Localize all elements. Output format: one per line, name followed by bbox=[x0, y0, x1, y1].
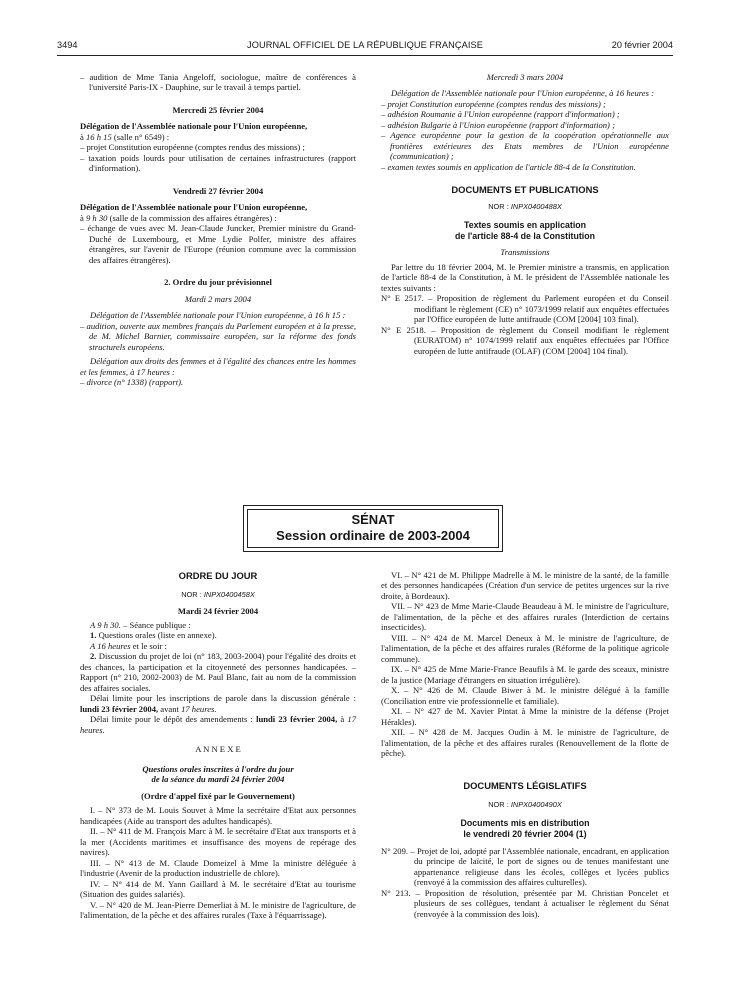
oral-question: VIII. – N° 424 de M. Marcel Deneux à M. le ministre de l'agriculture, de l'alimentation, de la pêche et des affaires rurales (Réforme de la politique agricole commune). bbox=[381, 632, 669, 664]
subsection-heading: de l'article 88-4 de la Constitution bbox=[455, 230, 595, 241]
intro-paragraph: Par lettre du 18 février 2004, M. le Premier ministre a transmis, en application de l'article 88-4 de la Constitution, à M. le président de l'Assemblée nationale les textes suivants : bbox=[381, 261, 669, 293]
deadline-line: Délai limite pour le dépôt des amendements : lundi 23 février 2004, à 17 heures. bbox=[80, 714, 356, 735]
delegation-line: Délégation de l'Assemblée nationale pour l'Union européenne, à 16 heures : bbox=[391, 88, 654, 99]
questions-heading: de la séance du mardi 24 février 2004 bbox=[151, 774, 285, 785]
oral-question: XI. – N° 427 de M. Xavier Pintat à Mme la ministre de la défense (Projet Hérakles). bbox=[381, 706, 669, 727]
an-right-column bbox=[381, 72, 669, 356]
senat-session: Session ordinaire de 2003-2004 bbox=[276, 527, 470, 543]
document-entry: N° E 2518. – Proposition de règlement du Conseil modifiant le règlement (EURATOM) n° 1074/1999 relatif aux enquêtes effectuées par l'Office européen de lutte antifraude (OLAF) (COM [2004] 104 final). bbox=[381, 324, 669, 356]
document-entry: N° E 2517. – Proposition de règlement du Parlement européen et du Conseil modifiant le règlement (CE) n° 1073/1999 relatif aux enquêtes effectuées par l'Office européen de lutte antifraude (COM [2004] 103 final). bbox=[381, 293, 669, 325]
annexe-heading: A N N E X E bbox=[195, 744, 241, 755]
audition-item: – audition de Mme Tania Angeloff, sociologue, maître de conférences à l'université Paris-IX - Dauphine, sur le travail à temps partiel. bbox=[80, 72, 356, 93]
list-item: – projet Constitution européenne (comptes rendus des missions) ; bbox=[381, 98, 606, 109]
header-rule bbox=[57, 55, 673, 56]
oral-question: XII. – N° 428 de M. Jacques Oudin à M. le ministre de l'agriculture, de l'alimentation, de la pêche et des affaires rurales (Renouvellement de la flotte de pêche). bbox=[381, 727, 669, 759]
nor-reference: NOR : INPX0400458X bbox=[181, 590, 255, 600]
page-number: 3494 bbox=[57, 40, 78, 50]
oral-question: II. – N° 411 de M. François Marc à M. le secrétaire d'Etat aux transports et à la mer (Accidents maritimes et insuffisance des moyens de repérage des navires). bbox=[80, 826, 356, 858]
journal-title: JOURNAL OFFICIEL DE LA RÉPUBLIQUE FRANÇAISE bbox=[247, 40, 483, 50]
oral-question: VI. – N° 421 de M. Philippe Madrelle à M. le ministre de la santé, de la famille et des personnes handicapées (Création d'un service de petites urgences sur la rive droite, à Bordeaux). bbox=[381, 570, 669, 601]
senat-left-column bbox=[80, 570, 356, 921]
section-title: 2. Ordre du jour prévisionnel bbox=[164, 277, 272, 288]
section-heading: ORDRE DU JOUR bbox=[178, 570, 258, 581]
oral-question: IX. – N° 425 de Mme Marie-France Beaufils à M. le garde des sceaux, ministre de la justice (Mariage d'étrangers en situation irrégulière). bbox=[381, 664, 669, 685]
agenda-line: A 9 h 30. – Séance publique : bbox=[90, 619, 191, 630]
subsection-heading: le vendredi 20 février 2004 (1) bbox=[463, 828, 587, 839]
issue-date: 20 février 2004 bbox=[611, 40, 673, 50]
senat-title-box bbox=[243, 505, 503, 552]
section-heading: DOCUMENTS LÉGISLATIFS bbox=[463, 779, 587, 791]
document-entry: N° 213. – Proposition de résolution, présentée par M. Christian Poncelet et plusieurs de ses collègues, tendant à actualiser le règlement du Sénat (renvoyée à la commission des lois). bbox=[381, 887, 669, 919]
list-item: – Agence européenne pour la gestion de la coopération opérationnelle aux frontières extérieures des Etats membres de l'Union européenne (communication) ; bbox=[381, 130, 669, 162]
list-item: – adhésion Roumanie à l'Union européenne (rapport d'information) ; bbox=[381, 109, 620, 120]
questions-heading: Questions orales inscrites à l'ordre du jour bbox=[142, 763, 294, 774]
delegation-line: Délégation de l'Assemblée nationale pour l'Union européenne, à 16 h 15 : bbox=[90, 310, 346, 321]
subsection-heading: Documents mis en distribution bbox=[460, 818, 590, 829]
section-heading: DOCUMENTS ET PUBLICATIONS bbox=[451, 184, 599, 196]
list-item: – examen textes soumis en application de l'article 88-4 de la Constitution. bbox=[381, 161, 636, 172]
deadline-line: Délai limite pour les inscriptions de parole dans la discussion générale : lundi 23 février 2004, avant 17 heures. bbox=[80, 693, 356, 714]
oral-question: III. – N° 413 de M. Claude Domeizel à Mme la ministre déléguée à l'industrie (Avenir de la production industrielle de chlore). bbox=[80, 857, 356, 879]
an-left-column bbox=[80, 72, 356, 388]
oral-question: V. – N° 420 de M. Jean-Pierre Demerliat à M. le ministre de l'agriculture, de l'alimentation, de la pêche et des affaires rurales (Taxe à l'équarrissage). bbox=[80, 899, 356, 921]
call-order: (Ordre d'appel fixé par le Gouvernement) bbox=[141, 790, 295, 801]
agenda-line: A 16 heures et le soir : bbox=[90, 640, 167, 651]
list-item: – taxation poids lourds pour utilisation de certaines infrastructures (rapport d'information). bbox=[80, 152, 356, 174]
delegation-line: Délégation aux droits des femmes et à l'égalité des chances entre les hommes et les femmes, à 17 heures : bbox=[80, 356, 356, 377]
list-item: – projet Constitution européenne (comptes rendus des missions) ; bbox=[80, 142, 305, 153]
session-date: Mardi 24 février 2004 bbox=[177, 605, 259, 616]
agenda-line: 1. Questions orales (liste en annexe). bbox=[90, 630, 217, 641]
day-title: Mercredi 25 février 2004 bbox=[172, 104, 264, 115]
section-date: Mercredi 3 mars 2004 bbox=[486, 72, 564, 82]
subsection-heading: Textes soumis en application bbox=[463, 219, 587, 230]
oral-question: IV. – N° 414 de M. Yann Gaillard à M. le secrétaire d'Etat au tourisme (Situation des guides salariés). bbox=[80, 878, 356, 900]
transmissions-label: Transmissions bbox=[500, 247, 550, 258]
list-item: – audition, ouverte aux membres français du Parlement européen et à la presse, de M. Michel Barnier, commissaire européen, sur la réforme des fonds structurels européens. bbox=[80, 320, 356, 352]
oral-question: I. – N° 373 de M. Louis Souvet à Mme la secrétaire d'Etat aux personnes handicapées (Aide au transport des adultes handicapés). bbox=[80, 805, 356, 826]
section-date: Mardi 2 mars 2004 bbox=[184, 293, 252, 304]
delegation-line: Délégation de l'Assemblée nationale pour l'Union européenne, à 9 h 30 (salle de la commission des affaires étrangères) : bbox=[80, 202, 308, 223]
delegation-line: Délégation de l'Assemblée nationale pour l'Union européenne, à 16 h 15 (salle n° 6549) : bbox=[80, 121, 308, 142]
list-item: – échange de vues avec M. Jean-Claude Juncker, Premier ministre du Grand-Duché de Luxembourg, et Mme Lydie Polfer, ministre des affaires étrangères, sur l'avenir de l'Europe (réunion commune avec la commission des affaires étrangères). bbox=[80, 223, 356, 265]
document-entry: N° 209. – Projet de loi, adopté par l'Assemblée nationale, encadrant, en application du principe de laïcité, le port de signes ou de tenues manifestant une appartenance religieuse dans les écoles, collèges et lycées publics (renvoyé à la commission des affaires culturelles). bbox=[381, 845, 669, 888]
day-title: Vendredi 27 février 2004 bbox=[172, 185, 264, 196]
page-header bbox=[57, 40, 673, 54]
nor-reference: NOR : INPX0400490X bbox=[488, 800, 562, 810]
nor-reference: NOR : INPX0400488X bbox=[488, 201, 562, 211]
list-item: – divorce (n° 1338) (rapport). bbox=[80, 377, 184, 388]
senat-title: SÉNAT bbox=[351, 512, 395, 527]
list-item: – adhésion Bulgarie à l'Union européenne (rapport d'information) ; bbox=[381, 119, 615, 130]
agenda-line: 2. Discussion du projet de loi (n° 183, 2003-2004) pour l'égalité des droits et des chances, la participation et la citoyenneté des personnes handicapées. – Rapport (n° 210, 2002-2003) de M. Paul Blanc, fait au nom de la commission des affaires sociales. bbox=[80, 651, 356, 693]
senat-right-column bbox=[381, 570, 669, 919]
oral-question: VII. – N° 423 de Mme Marie-Claude Beaudeau à M. le ministre de l'agriculture, de l'alimentation, de la pêche et des affaires rurales (Interdiction de certains insecticides). bbox=[381, 601, 669, 633]
oral-question: X. – N° 426 de M. Claude Biwer à M. le ministre délégué à la famille (Conciliation entre vie professionnelle et familiale). bbox=[381, 685, 669, 706]
